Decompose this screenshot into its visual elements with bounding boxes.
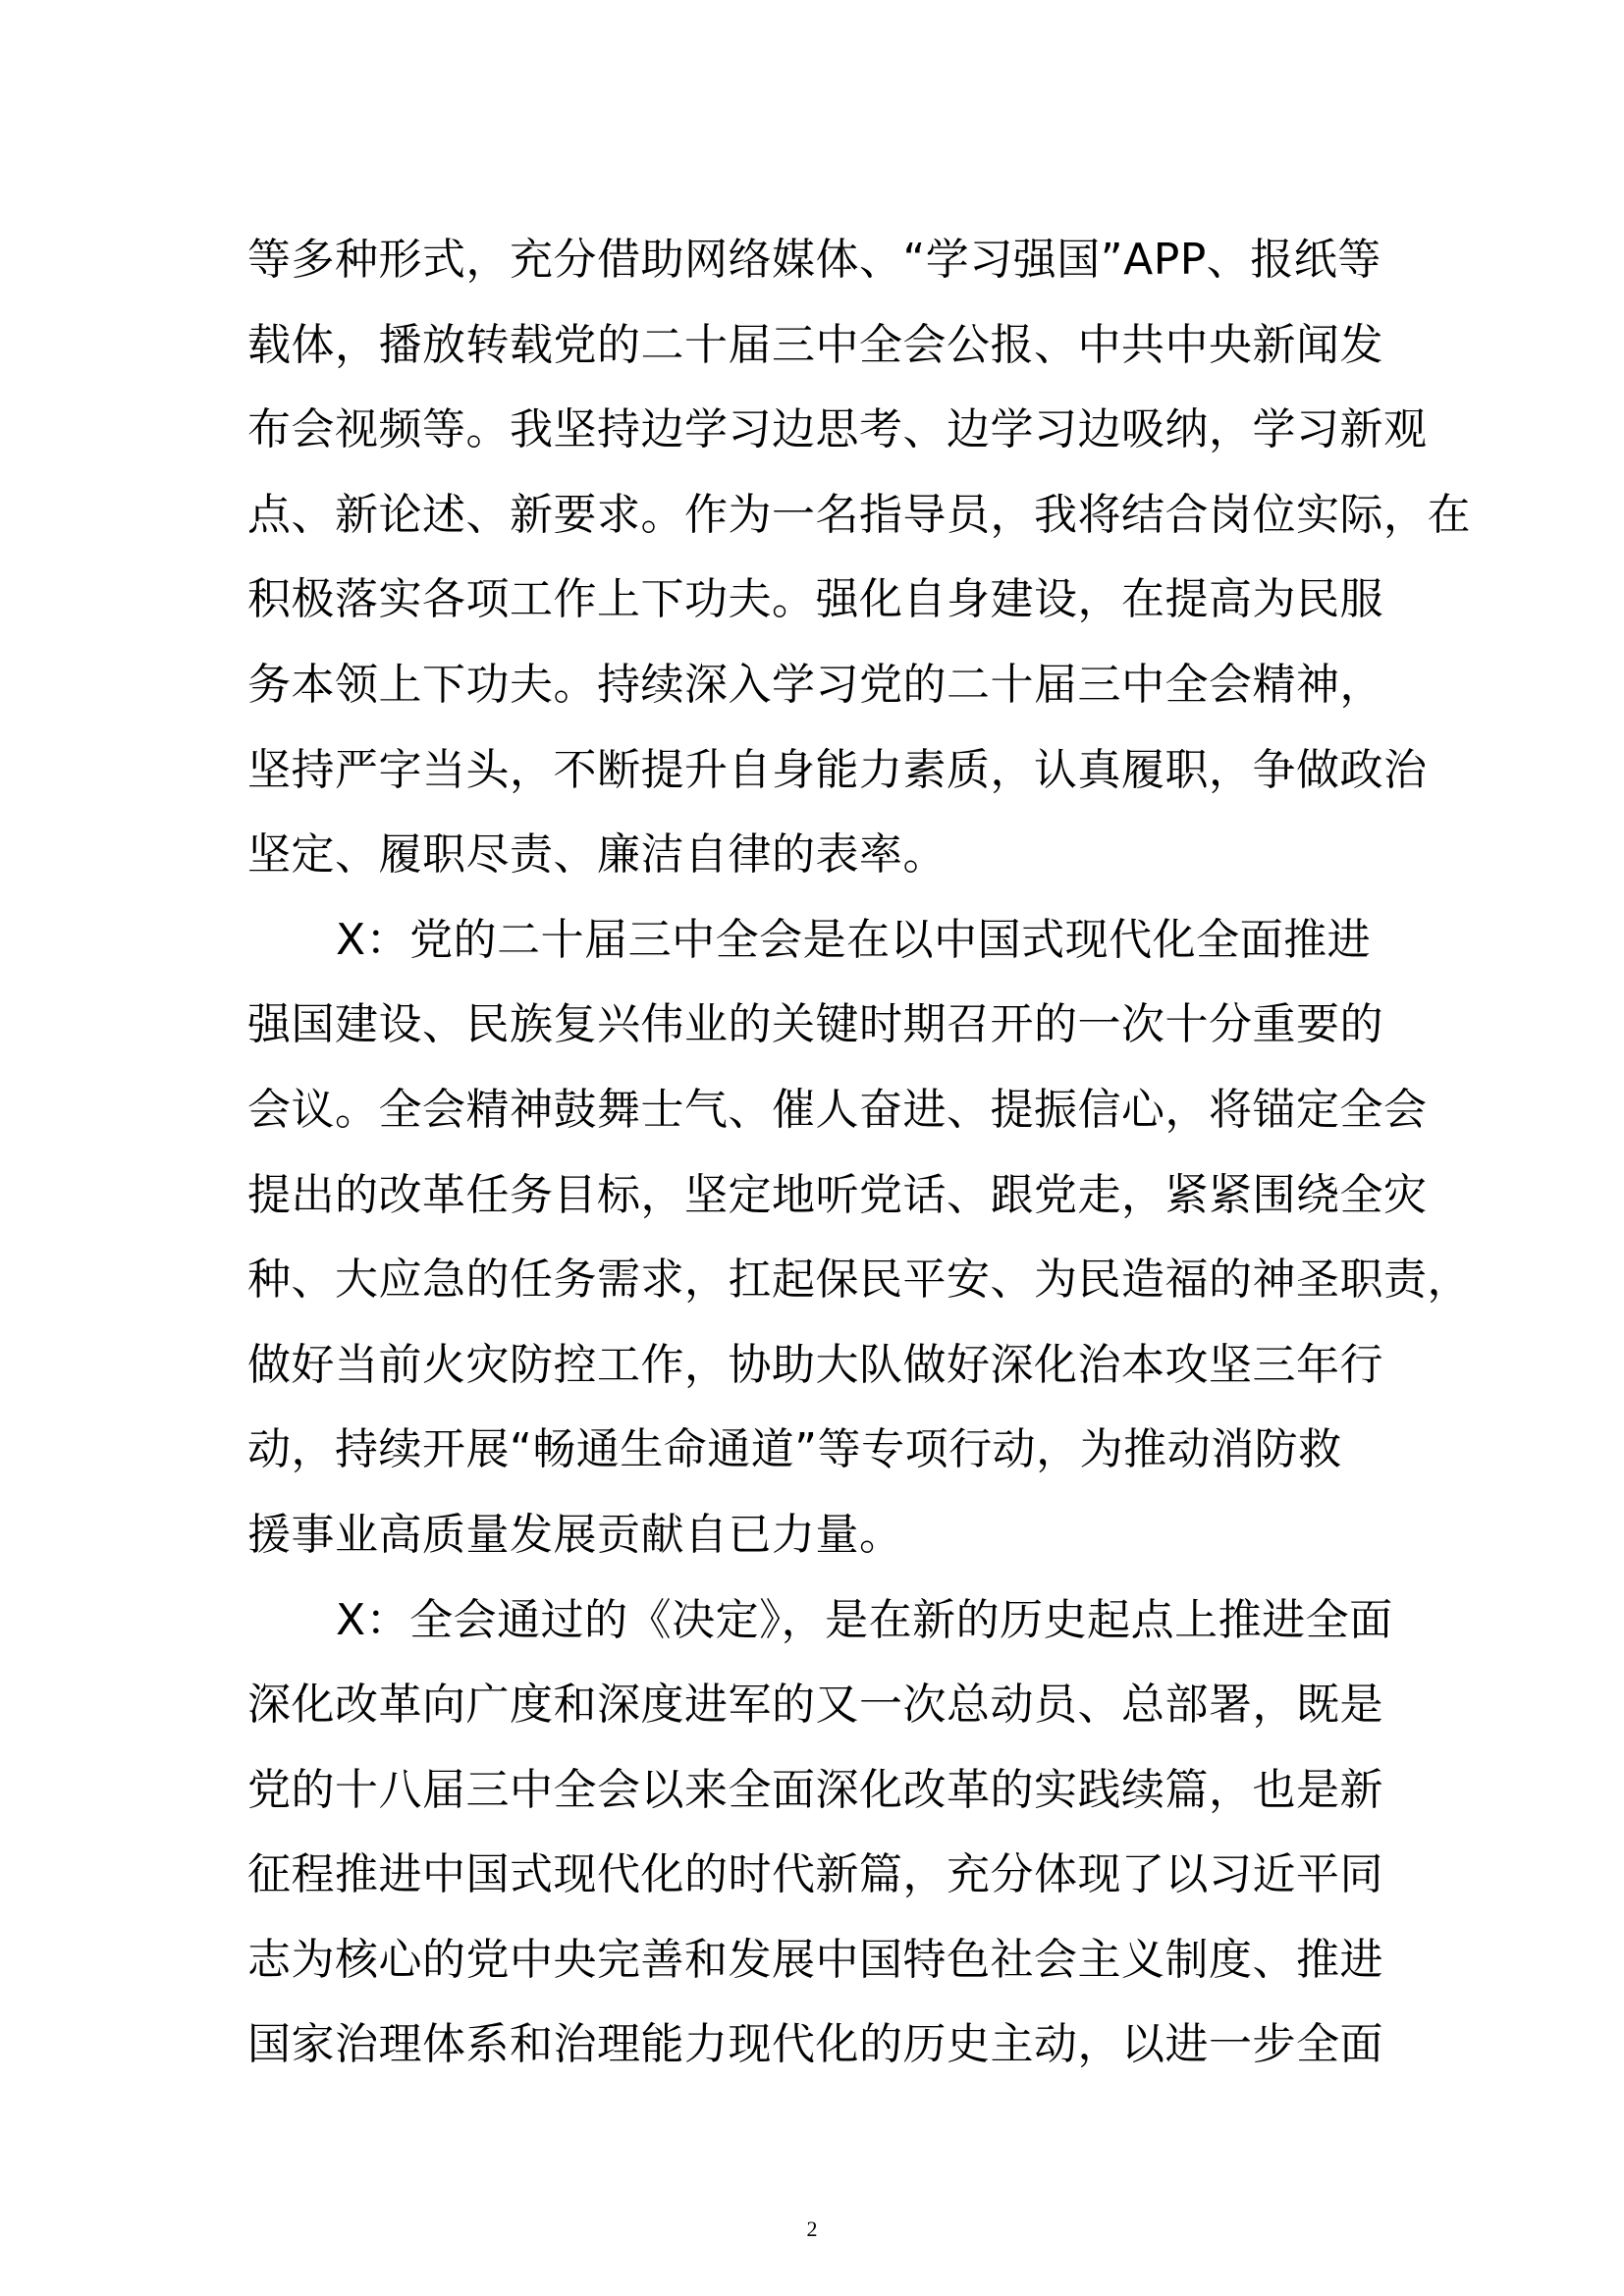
text-line: 积极落实各项工作上下功夫。强化自身建设，在提高为民服 [247,574,1383,625]
paragraph-start-line: X：党的二十届三中全会是在以中国式现代化全面推进 [336,914,1372,965]
text-line: 载体，播放转载党的二十届三中全会公报、中共中央新闻发 [247,319,1383,370]
text-line: 做好当前火灾防控工作，协助大队做好深化治本攻坚三年行 [247,1339,1383,1390]
text-line: 会议。全会精神鼓舞士气、催人奋进、提振信心，将锚定全会 [247,1084,1428,1135]
text-line: 深化改革向广度和深度进军的又一次总动员、总部署，既是 [247,1680,1383,1731]
text-line: 点、新论述、新要求。作为一名指导员，我将结合岗位实际，在 [247,489,1471,540]
document-body [247,218,1471,2088]
text-line: 援事业高质量发展贡献自已力量。 [247,1509,903,1560]
text-line: 务本领上下功夫。持续深入学习党的二十届三中全会精神， [247,659,1383,710]
text-line: 征程推进中国式现代化的时代新篇，充分体现了以习近平同 [247,1849,1383,1900]
text-line: 动，持续开展“畅通生命通道”等专项行动，为推动消防救 [247,1424,1342,1475]
text-line: 坚持严字当头，不断提升自身能力素质，认真履职，争做政治 [247,744,1428,795]
text-line: 种、大应急的任务需求，扛起保民平安、为民造福的神圣职责， [247,1255,1471,1306]
text-line: 强国建设、民族复兴伟业的关键时期召开的一次十分重要的 [247,999,1383,1050]
text-line: 布会视频等。我坚持边学习边思考、边学习边吸纳，学习新观 [247,404,1428,455]
text-line: 坚定、履职尽责、廉洁自律的表率。 [247,829,947,881]
text-line: 党的十八届三中全会以来全面深化改革的实践续篇，也是新 [247,1764,1383,1815]
text-line: 志为核心的党中央完善和发展中国特色社会主义制度、推进 [247,1934,1383,1985]
text-line: 提出的改革任务目标，坚定地听党话、跟党走，紧紧围绕全灾 [247,1169,1428,1220]
text-line: 国家治理体系和治理能力现代化的历史主动，以进一步全面 [247,2019,1383,2070]
paragraph-start-line: X：全会通过的《决定》，是在新的历史起点上推进全面 [336,1594,1393,1645]
text-line: 等多种形式，充分借助网络媒体、“学习强国”APP、报纸等 [247,235,1381,285]
page-number: 2 [806,2216,818,2241]
